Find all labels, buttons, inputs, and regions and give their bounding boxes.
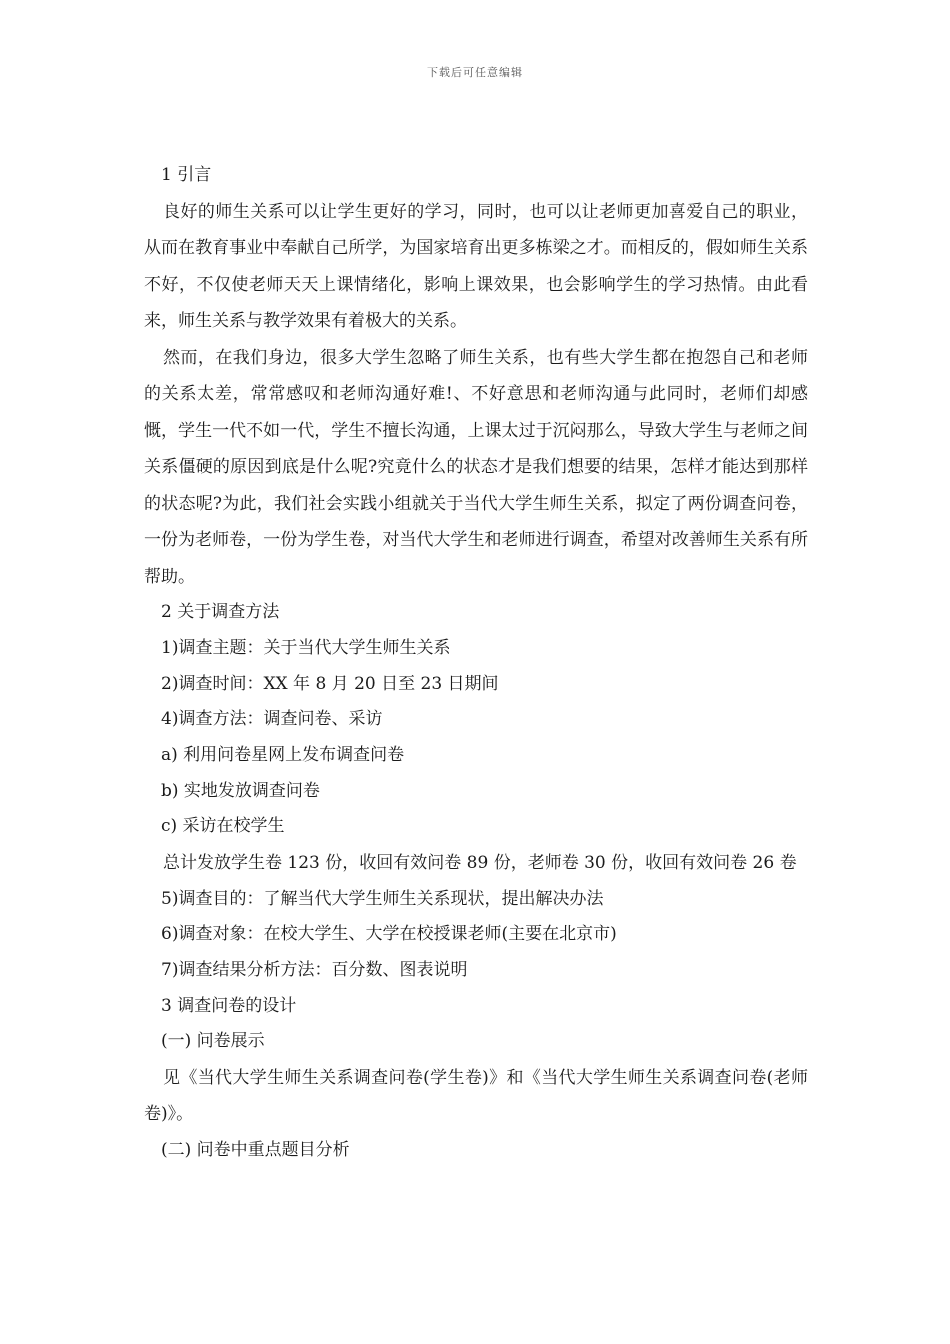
paragraph-intro-2: 然而，在我们身边，很多大学生忽略了师生关系，也有些大学生都在抱怨自己和老师的关系太差，常常感叹和老师沟通好难!、不好意思和老师沟通与此同时，老师们却感慨，学生一代不如一代，学生不擅长沟通，上课太过于沉闷那么，导致大学生与老师之间关系僵硬的原因到底是什么呢?究竟什么的状态才是我们想要的结果，怎样才能达到那样的状态呢?为此，我们社会实践小组就关于当代大学生师生关系，拟定了两份调查问卷，一份为老师卷，一份为学生卷，对当代大学生和老师进行调查，希望对改善师生关系有所帮助。 bbox=[144, 347, 808, 587]
paragraph-intro-1: 良好的师生关系可以让学生更好的学习，同时，也可以让老师更加喜爱自己的职业，从而在教育事业中奉献自己所学，为国家培育出更多栋梁之才。而相反的，假如师生关系不好，不仅使老师天天上课情绪化，影响上课效果，也会影响学生的学习热情。由此看来，师生关系与教学效果有着极大的关系。 bbox=[144, 201, 808, 332]
list-item-sub-c: c) 采访在校学生 bbox=[161, 816, 285, 837]
subsection-heading-show: (一) 问卷展示 bbox=[161, 1031, 265, 1052]
paragraph-show: 见《当代大学生师生关系调查问卷(学生卷)》和《当代大学生师生关系调查问卷(老师卷)》。 bbox=[144, 1067, 808, 1125]
list-item-time: 2)调查时间：XX 年 8 月 20 日至 23 日期间 bbox=[161, 673, 499, 694]
page-header-note: 下载后可任意编辑 bbox=[427, 66, 523, 79]
section-heading-method: 2 关于调查方法 bbox=[161, 602, 280, 623]
section-heading-intro: 1 引言 bbox=[161, 165, 212, 185]
list-item-goal: 5)调查目的：了解当代大学生师生关系现状，提出解决办法 bbox=[161, 888, 604, 909]
document-body bbox=[144, 158, 808, 1169]
section-heading-design: 3 调查问卷的设计 bbox=[161, 995, 297, 1016]
list-item-target: 6)调查对象：在校大学生、大学在校授课老师(主要在北京市) bbox=[161, 924, 617, 945]
list-item-method: 4)调查方法：调查问卷、采访 bbox=[161, 709, 383, 730]
list-item-sub-a: a) 利用问卷星网上发布调查问卷 bbox=[161, 744, 405, 765]
list-item-sub-b: b) 实地发放调查问卷 bbox=[161, 780, 320, 801]
paragraph-total: 总计发放学生卷 123 份，收回有效问卷 89 份，老师卷 30 份，收回有效问卷 26 卷 bbox=[163, 853, 797, 873]
subsection-heading-analysis: (二) 问卷中重点题目分析 bbox=[161, 1139, 350, 1160]
list-item-analysis: 7)调查结果分析方法：百分数、图表说明 bbox=[161, 959, 468, 980]
list-item-theme: 1)调查主题：关于当代大学生师生关系 bbox=[161, 637, 451, 658]
